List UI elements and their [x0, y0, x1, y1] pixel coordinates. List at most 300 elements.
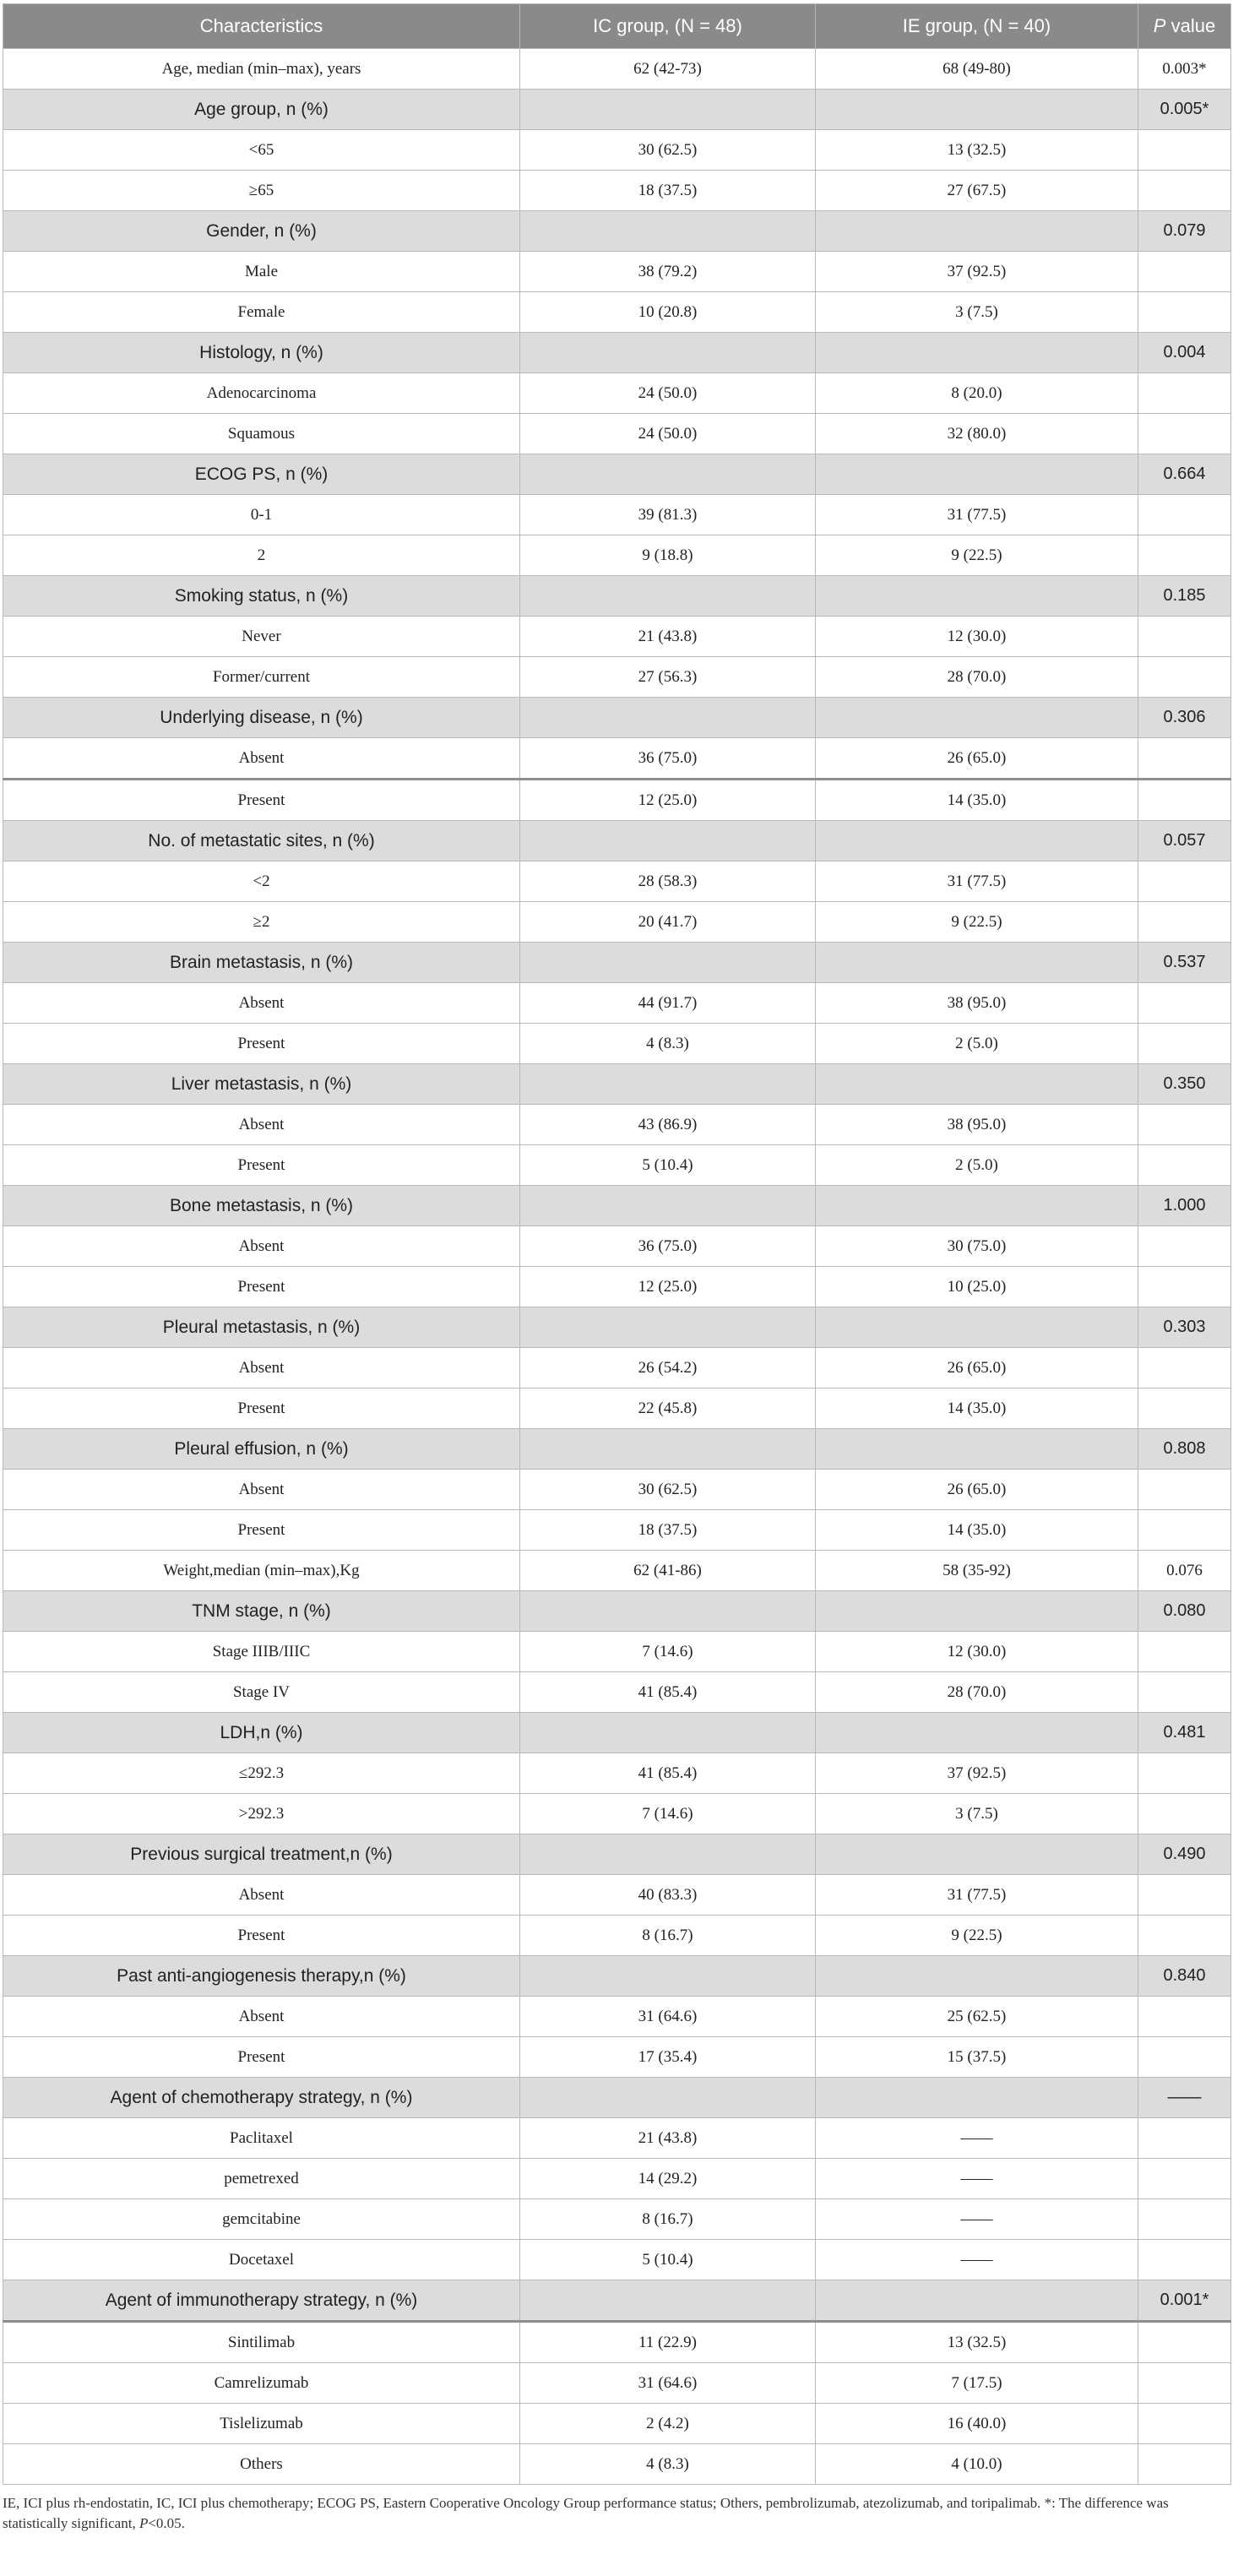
- ic-group-cell: [520, 2280, 816, 2322]
- characteristic-cell: Present: [3, 1510, 520, 1551]
- group-header-row: [3, 1307, 1231, 1348]
- p-value-cell: [1138, 2240, 1231, 2280]
- ie-group-cell: [816, 1834, 1138, 1875]
- characteristic-cell: Absent: [3, 1997, 520, 2037]
- ie-group-cell: 28 (70.0): [816, 657, 1138, 698]
- ie-group-cell: 14 (35.0): [816, 780, 1138, 821]
- ie-group-cell: 2 (5.0): [816, 1024, 1138, 1064]
- table-header-row: [3, 4, 1231, 49]
- table-row: [3, 495, 1231, 535]
- ic-group-cell: 38 (79.2): [520, 252, 816, 292]
- p-value-cell: [1138, 617, 1231, 657]
- characteristic-cell: TNM stage, n (%): [3, 1591, 520, 1632]
- p-value-cell: 0.080: [1138, 1591, 1231, 1632]
- ie-group-cell: [816, 576, 1138, 617]
- ic-group-cell: 22 (45.8): [520, 1389, 816, 1429]
- table-row: [3, 1632, 1231, 1672]
- table-row: [3, 1753, 1231, 1794]
- characteristic-cell: Absent: [3, 1875, 520, 1916]
- ic-group-cell: [520, 90, 816, 130]
- ic-group-cell: 40 (83.3): [520, 1875, 816, 1916]
- characteristic-cell: 2: [3, 535, 520, 576]
- ie-group-cell: 13 (32.5): [816, 130, 1138, 171]
- characteristic-cell: >292.3: [3, 1794, 520, 1834]
- ie-group-cell: 30 (75.0): [816, 1226, 1138, 1267]
- characteristic-cell: Previous surgical treatment,n (%): [3, 1834, 520, 1875]
- characteristic-cell: Present: [3, 1267, 520, 1307]
- ic-group-cell: 4 (8.3): [520, 1024, 816, 1064]
- ie-group-cell: 28 (70.0): [816, 1672, 1138, 1713]
- ic-group-cell: [520, 454, 816, 495]
- ie-group-cell: 9 (22.5): [816, 1916, 1138, 1956]
- ie-group-cell: 12 (30.0): [816, 1632, 1138, 1672]
- ie-group-cell: 31 (77.5): [816, 1875, 1138, 1916]
- ie-group-cell: ——: [816, 2159, 1138, 2199]
- footnote-p-italic: P: [139, 2515, 149, 2531]
- characteristic-cell: Present: [3, 1916, 520, 1956]
- ic-group-cell: [520, 211, 816, 252]
- table-row: [3, 130, 1231, 171]
- ic-group-cell: 62 (42-73): [520, 49, 816, 90]
- ic-group-cell: 28 (58.3): [520, 861, 816, 902]
- table-row: [3, 1024, 1231, 1064]
- ic-group-cell: 14 (29.2): [520, 2159, 816, 2199]
- ie-group-cell: 38 (95.0): [816, 1105, 1138, 1145]
- ic-group-cell: 2 (4.2): [520, 2404, 816, 2444]
- ie-group-cell: [816, 454, 1138, 495]
- ic-group-cell: 24 (50.0): [520, 414, 816, 454]
- characteristic-cell: Tislelizumab: [3, 2404, 520, 2444]
- ic-group-cell: 7 (14.6): [520, 1632, 816, 1672]
- table-row: [3, 2159, 1231, 2199]
- ic-group-cell: 11 (22.9): [520, 2322, 816, 2363]
- ic-group-cell: [520, 943, 816, 983]
- ic-group-cell: [520, 2078, 816, 2118]
- header-ie-group: IE group, (N = 40): [816, 4, 1138, 49]
- ic-group-cell: 10 (20.8): [520, 292, 816, 333]
- characteristic-cell: Camrelizumab: [3, 2363, 520, 2404]
- header-ic-group: IC group, (N = 48): [520, 4, 816, 49]
- ic-group-cell: 4 (8.3): [520, 2444, 816, 2485]
- ic-group-cell: 5 (10.4): [520, 1145, 816, 1186]
- ie-group-cell: 13 (32.5): [816, 2322, 1138, 2363]
- characteristic-cell: Pleural effusion, n (%): [3, 1429, 520, 1470]
- characteristic-cell: Absent: [3, 983, 520, 1024]
- p-value-cell: [1138, 738, 1231, 780]
- p-value-cell: [1138, 1510, 1231, 1551]
- header-p-rest: value: [1165, 15, 1216, 36]
- ie-group-cell: 9 (22.5): [816, 902, 1138, 943]
- characteristic-cell: <2: [3, 861, 520, 902]
- ie-group-cell: [816, 1429, 1138, 1470]
- ic-group-cell: 17 (35.4): [520, 2037, 816, 2078]
- characteristic-cell: Male: [3, 252, 520, 292]
- characteristic-cell: Histology, n (%): [3, 333, 520, 373]
- characteristic-cell: Sintilimab: [3, 2322, 520, 2363]
- ic-group-cell: [520, 1307, 816, 1348]
- ie-group-cell: 15 (37.5): [816, 2037, 1138, 2078]
- p-value-cell: [1138, 1632, 1231, 1672]
- ie-group-cell: 68 (49-80): [816, 49, 1138, 90]
- ie-group-cell: 16 (40.0): [816, 2404, 1138, 2444]
- table-row: [3, 2199, 1231, 2240]
- ic-group-cell: [520, 1186, 816, 1226]
- characteristic-cell: Liver metastasis, n (%): [3, 1064, 520, 1105]
- ic-group-cell: 21 (43.8): [520, 617, 816, 657]
- ie-group-cell: [816, 943, 1138, 983]
- characteristic-cell: Agent of immunotherapy strategy, n (%): [3, 2280, 520, 2322]
- table-row: [3, 1145, 1231, 1186]
- table-row: [3, 2444, 1231, 2485]
- ie-group-cell: 31 (77.5): [816, 861, 1138, 902]
- characteristic-cell: Absent: [3, 1470, 520, 1510]
- ie-group-cell: ——: [816, 2118, 1138, 2159]
- ie-group-cell: 37 (92.5): [816, 1753, 1138, 1794]
- group-header-row: [3, 1591, 1231, 1632]
- p-value-cell: [1138, 2322, 1231, 2363]
- footnote-threshold: <0.05.: [148, 2515, 185, 2531]
- characteristic-cell: Present: [3, 2037, 520, 2078]
- characteristic-cell: Past anti-angiogenesis therapy,n (%): [3, 1956, 520, 1997]
- ic-group-cell: 31 (64.6): [520, 2363, 816, 2404]
- ic-group-cell: 36 (75.0): [520, 738, 816, 780]
- ie-group-cell: 26 (65.0): [816, 738, 1138, 780]
- ie-group-cell: [816, 821, 1138, 861]
- ic-group-cell: 30 (62.5): [520, 1470, 816, 1510]
- ic-group-cell: 39 (81.3): [520, 495, 816, 535]
- table-row: [3, 1226, 1231, 1267]
- ie-group-cell: [816, 1186, 1138, 1226]
- p-value-cell: [1138, 130, 1231, 171]
- p-value-cell: [1138, 2199, 1231, 2240]
- p-value-cell: [1138, 373, 1231, 414]
- ic-group-cell: 12 (25.0): [520, 780, 816, 821]
- ie-group-cell: 26 (65.0): [816, 1348, 1138, 1389]
- table-row: [3, 1470, 1231, 1510]
- ic-group-cell: 30 (62.5): [520, 130, 816, 171]
- p-value-cell: [1138, 1348, 1231, 1389]
- table-row: [3, 1267, 1231, 1307]
- p-value-cell: [1138, 1916, 1231, 1956]
- table-row: [3, 1794, 1231, 1834]
- ie-group-cell: [816, 2078, 1138, 2118]
- characteristic-cell: <65: [3, 130, 520, 171]
- baseline-characteristics-table: [3, 3, 1231, 2485]
- group-header-row: [3, 454, 1231, 495]
- ie-group-cell: 3 (7.5): [816, 1794, 1138, 1834]
- table-row: [3, 1672, 1231, 1713]
- characteristic-cell: Present: [3, 780, 520, 821]
- p-value-cell: 0.490: [1138, 1834, 1231, 1875]
- ic-group-cell: [520, 1064, 816, 1105]
- ie-group-cell: [816, 1307, 1138, 1348]
- table-row: [3, 657, 1231, 698]
- p-value-cell: 0.664: [1138, 454, 1231, 495]
- p-value-cell: [1138, 1226, 1231, 1267]
- footnote-text: IE, ICI plus rh-endostatin, IC, ICI plus chemotherapy; ECOG PS, Eastern Cooperative Oncology Group performance status; Others, pembrolizumab, atezolizumab, and toripalimab. *: The difference was statistically significant,: [3, 2495, 1169, 2531]
- ic-group-cell: [520, 1429, 816, 1470]
- table-row: [3, 1916, 1231, 1956]
- characteristic-cell: Weight,median (min–max),Kg: [3, 1551, 520, 1591]
- characteristic-cell: Absent: [3, 1105, 520, 1145]
- p-value-cell: [1138, 861, 1231, 902]
- p-value-cell: [1138, 292, 1231, 333]
- table-row: [3, 2404, 1231, 2444]
- characteristic-cell: 0-1: [3, 495, 520, 535]
- ie-group-cell: 14 (35.0): [816, 1510, 1138, 1551]
- table-row: [3, 1997, 1231, 2037]
- characteristic-cell: Adenocarcinoma: [3, 373, 520, 414]
- ie-group-cell: 38 (95.0): [816, 983, 1138, 1024]
- header-characteristics: Characteristics: [3, 4, 520, 49]
- table-row: [3, 1105, 1231, 1145]
- table-row: [3, 2118, 1231, 2159]
- p-value-cell: [1138, 2404, 1231, 2444]
- ie-group-cell: 8 (20.0): [816, 373, 1138, 414]
- characteristic-cell: Age group, n (%): [3, 90, 520, 130]
- table-row: [3, 1348, 1231, 1389]
- characteristic-cell: No. of metastatic sites, n (%): [3, 821, 520, 861]
- p-value-cell: 0.303: [1138, 1307, 1231, 1348]
- p-value-cell: 0.350: [1138, 1064, 1231, 1105]
- characteristic-cell: ≤292.3: [3, 1753, 520, 1794]
- characteristic-cell: Smoking status, n (%): [3, 576, 520, 617]
- ie-group-cell: ——: [816, 2240, 1138, 2280]
- group-header-row: [3, 821, 1231, 861]
- characteristic-cell: ≥65: [3, 171, 520, 211]
- table-row: [3, 2363, 1231, 2404]
- table-row: [3, 535, 1231, 576]
- characteristic-cell: Former/current: [3, 657, 520, 698]
- ie-group-cell: 26 (65.0): [816, 1470, 1138, 1510]
- ic-group-cell: [520, 1834, 816, 1875]
- ic-group-cell: 36 (75.0): [520, 1226, 816, 1267]
- characteristic-cell: Paclitaxel: [3, 2118, 520, 2159]
- characteristic-cell: Pleural metastasis, n (%): [3, 1307, 520, 1348]
- characteristic-cell: ECOG PS, n (%): [3, 454, 520, 495]
- p-value-cell: 1.000: [1138, 1186, 1231, 1226]
- ic-group-cell: 7 (14.6): [520, 1794, 816, 1834]
- group-header-row: [3, 576, 1231, 617]
- p-value-cell: [1138, 2037, 1231, 2078]
- ie-group-cell: 12 (30.0): [816, 617, 1138, 657]
- table-row: [3, 1510, 1231, 1551]
- ic-group-cell: 41 (85.4): [520, 1672, 816, 1713]
- ic-group-cell: 43 (86.9): [520, 1105, 816, 1145]
- ic-group-cell: 8 (16.7): [520, 2199, 816, 2240]
- characteristic-cell: Squamous: [3, 414, 520, 454]
- table-row: [3, 2322, 1231, 2363]
- ic-group-cell: 20 (41.7): [520, 902, 816, 943]
- characteristic-cell: pemetrexed: [3, 2159, 520, 2199]
- p-value-cell: [1138, 1105, 1231, 1145]
- ic-group-cell: 26 (54.2): [520, 1348, 816, 1389]
- ic-group-cell: 41 (85.4): [520, 1753, 816, 1794]
- ie-group-cell: 31 (77.5): [816, 495, 1138, 535]
- characteristic-cell: Agent of chemotherapy strategy, n (%): [3, 2078, 520, 2118]
- p-value-cell: [1138, 1875, 1231, 1916]
- p-value-cell: [1138, 1024, 1231, 1064]
- group-header-row: [3, 1956, 1231, 1997]
- table-row: [3, 373, 1231, 414]
- group-header-row: [3, 1713, 1231, 1753]
- p-value-cell: [1138, 1470, 1231, 1510]
- characteristic-cell: Brain metastasis, n (%): [3, 943, 520, 983]
- p-value-cell: 0.004: [1138, 333, 1231, 373]
- p-value-cell: 0.840: [1138, 1956, 1231, 1997]
- table-row: [3, 292, 1231, 333]
- ie-group-cell: [816, 211, 1138, 252]
- table-row: [3, 2240, 1231, 2280]
- ic-group-cell: 44 (91.7): [520, 983, 816, 1024]
- ie-group-cell: 7 (17.5): [816, 2363, 1138, 2404]
- ic-group-cell: 18 (37.5): [520, 1510, 816, 1551]
- group-header-row: [3, 1186, 1231, 1226]
- p-value-cell: [1138, 495, 1231, 535]
- p-value-cell: [1138, 1389, 1231, 1429]
- ic-group-cell: [520, 698, 816, 738]
- ie-group-cell: 14 (35.0): [816, 1389, 1138, 1429]
- table-row: [3, 902, 1231, 943]
- header-p-value: [1138, 4, 1231, 49]
- p-value-cell: [1138, 1997, 1231, 2037]
- ie-group-cell: 25 (62.5): [816, 1997, 1138, 2037]
- ie-group-cell: 32 (80.0): [816, 414, 1138, 454]
- table-row: [3, 49, 1231, 90]
- group-header-row: [3, 698, 1231, 738]
- ie-group-cell: [816, 90, 1138, 130]
- ic-group-cell: [520, 821, 816, 861]
- ie-group-cell: [816, 333, 1138, 373]
- group-header-row: [3, 2078, 1231, 2118]
- characteristic-cell: Underlying disease, n (%): [3, 698, 520, 738]
- characteristic-cell: Present: [3, 1389, 520, 1429]
- table-footnote: [3, 2493, 1230, 2534]
- p-value-cell: 0.057: [1138, 821, 1231, 861]
- table-row: [3, 252, 1231, 292]
- characteristic-cell: gemcitabine: [3, 2199, 520, 2240]
- p-value-cell: [1138, 1145, 1231, 1186]
- ic-group-cell: 27 (56.3): [520, 657, 816, 698]
- characteristic-cell: Bone metastasis, n (%): [3, 1186, 520, 1226]
- p-value-cell: 0.185: [1138, 576, 1231, 617]
- table-row: [3, 780, 1231, 821]
- table-row: [3, 983, 1231, 1024]
- ie-group-cell: 3 (7.5): [816, 292, 1138, 333]
- p-value-cell: 0.306: [1138, 698, 1231, 738]
- table-row: [3, 414, 1231, 454]
- characteristic-cell: Female: [3, 292, 520, 333]
- ic-group-cell: 31 (64.6): [520, 1997, 816, 2037]
- ie-group-cell: [816, 1713, 1138, 1753]
- characteristic-cell: Docetaxel: [3, 2240, 520, 2280]
- characteristic-cell: Never: [3, 617, 520, 657]
- ic-group-cell: 24 (50.0): [520, 373, 816, 414]
- ic-group-cell: 18 (37.5): [520, 171, 816, 211]
- ic-group-cell: 21 (43.8): [520, 2118, 816, 2159]
- characteristic-cell: Age, median (min–max), years: [3, 49, 520, 90]
- ic-group-cell: [520, 333, 816, 373]
- group-header-row: [3, 1064, 1231, 1105]
- p-value-cell: 0.003*: [1138, 49, 1231, 90]
- ie-group-cell: [816, 1956, 1138, 1997]
- table-row: [3, 738, 1231, 780]
- p-value-cell: [1138, 2363, 1231, 2404]
- ie-group-cell: [816, 2280, 1138, 2322]
- table-row: [3, 171, 1231, 211]
- p-value-cell: 0.076: [1138, 1551, 1231, 1591]
- group-header-row: [3, 211, 1231, 252]
- characteristic-cell: ≥2: [3, 902, 520, 943]
- p-value-cell: [1138, 414, 1231, 454]
- group-header-row: [3, 1429, 1231, 1470]
- ie-group-cell: ——: [816, 2199, 1138, 2240]
- ic-group-cell: [520, 1956, 816, 1997]
- p-value-cell: 0.481: [1138, 1713, 1231, 1753]
- ic-group-cell: 5 (10.4): [520, 2240, 816, 2280]
- group-header-row: [3, 90, 1231, 130]
- ic-group-cell: [520, 1713, 816, 1753]
- table-body: [3, 49, 1231, 2485]
- ie-group-cell: 27 (67.5): [816, 171, 1138, 211]
- characteristic-cell: Others: [3, 2444, 520, 2485]
- ie-group-cell: 9 (22.5): [816, 535, 1138, 576]
- characteristic-cell: Absent: [3, 1348, 520, 1389]
- p-value-cell: 0.808: [1138, 1429, 1231, 1470]
- table-row: [3, 1389, 1231, 1429]
- characteristic-cell: Absent: [3, 1226, 520, 1267]
- ie-group-cell: 2 (5.0): [816, 1145, 1138, 1186]
- p-value-cell: ——: [1138, 2078, 1231, 2118]
- p-value-cell: [1138, 902, 1231, 943]
- ie-group-cell: 58 (35-92): [816, 1551, 1138, 1591]
- characteristic-cell: Stage IIIB/IIIC: [3, 1632, 520, 1672]
- ie-group-cell: [816, 1064, 1138, 1105]
- table-row: [3, 1551, 1231, 1591]
- ic-group-cell: 8 (16.7): [520, 1916, 816, 1956]
- p-value-cell: [1138, 171, 1231, 211]
- table-row: [3, 1875, 1231, 1916]
- p-value-cell: 0.001*: [1138, 2280, 1231, 2322]
- p-value-cell: [1138, 1794, 1231, 1834]
- characteristic-cell: Present: [3, 1024, 520, 1064]
- p-value-cell: 0.537: [1138, 943, 1231, 983]
- p-value-cell: [1138, 1672, 1231, 1713]
- ie-group-cell: [816, 1591, 1138, 1632]
- p-value-cell: [1138, 657, 1231, 698]
- table-row: [3, 2037, 1231, 2078]
- ic-group-cell: 9 (18.8): [520, 535, 816, 576]
- p-value-cell: [1138, 2444, 1231, 2485]
- p-value-cell: [1138, 1267, 1231, 1307]
- group-header-row: [3, 2280, 1231, 2322]
- p-value-cell: [1138, 535, 1231, 576]
- characteristic-cell: Absent: [3, 738, 520, 780]
- group-header-row: [3, 333, 1231, 373]
- p-value-cell: 0.005*: [1138, 90, 1231, 130]
- group-header-row: [3, 1834, 1231, 1875]
- group-header-row: [3, 943, 1231, 983]
- table-row: [3, 617, 1231, 657]
- ie-group-cell: 4 (10.0): [816, 2444, 1138, 2485]
- characteristic-cell: Stage IV: [3, 1672, 520, 1713]
- table-row: [3, 861, 1231, 902]
- p-value-cell: [1138, 983, 1231, 1024]
- ic-group-cell: 62 (41-86): [520, 1551, 816, 1591]
- p-value-cell: [1138, 1753, 1231, 1794]
- header-p-italic: P: [1153, 15, 1166, 36]
- p-value-cell: 0.079: [1138, 211, 1231, 252]
